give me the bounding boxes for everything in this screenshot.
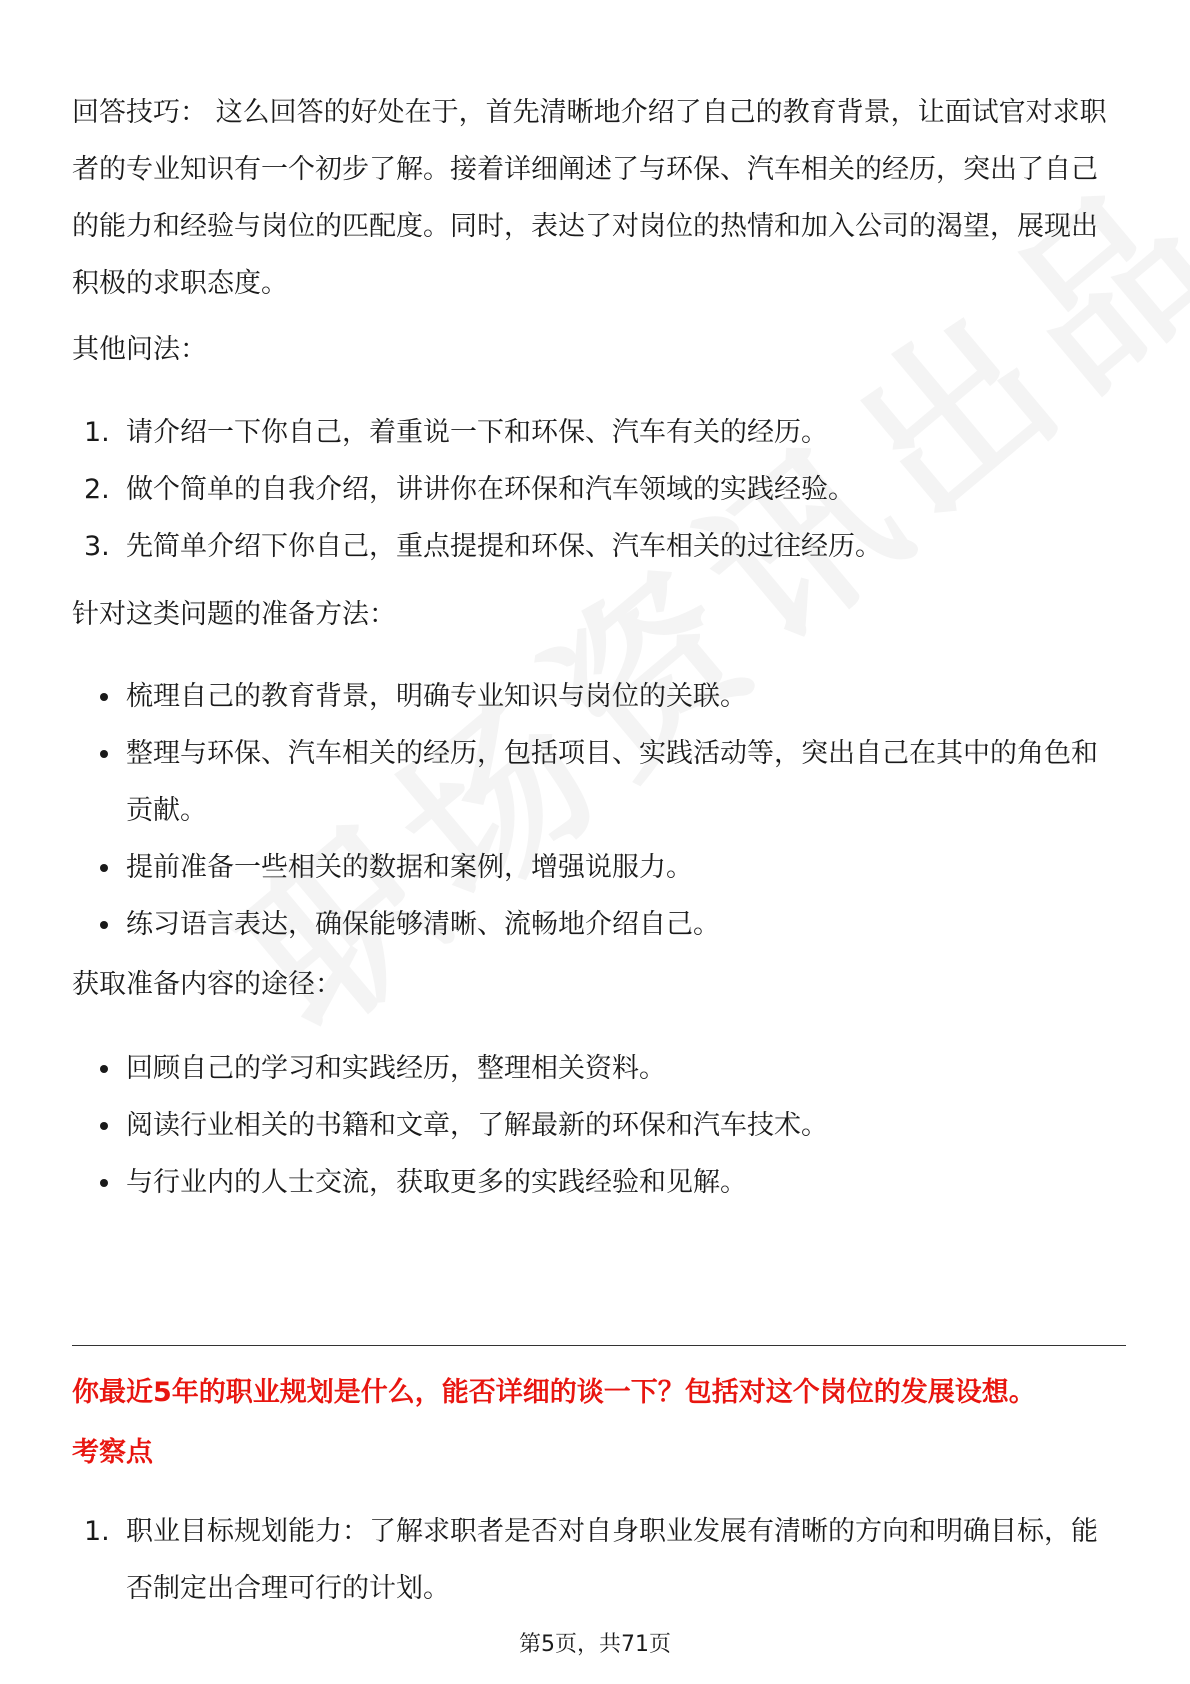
assessment-points-list [72, 1503, 1122, 1617]
bullet-icon [100, 1122, 108, 1130]
list-item [72, 839, 1122, 896]
other-asks-label: 其他问法： [72, 334, 207, 365]
list-item-text: 梳理自己的教育背景，明确专业知识与岗位的关联。 [126, 681, 747, 712]
list-item-text: 回顾自己的学习和实践经历，整理相关资料。 [126, 1053, 666, 1084]
list-item [72, 404, 1122, 461]
list-item [72, 896, 1122, 953]
interview-question: 你最近5年的职业规划是什么，能否详细的谈一下？包括对这个岗位的发展设想。 [72, 1377, 1036, 1408]
bullet-icon [100, 864, 108, 872]
prep-sources-label: 获取准备内容的途径： [72, 969, 342, 1000]
list-number: 1. [84, 1516, 110, 1547]
list-item [72, 518, 1122, 575]
list-number: 3. [84, 531, 110, 562]
answer-tip-paragraph: 回答技巧： 这么回答的好处在于，首先清晰地介绍了自己的教育背景，让面试官对求职者的专业知识有一个初步了解。接着详细阐述了与环保、汽车相关的经历，突出了自己的能力和经验与岗位的匹配度。同时，表达了对岗位的热情和加入公司的渴望，展现出积极的求职态度。 [72, 97, 1107, 299]
list-item [72, 1503, 1122, 1617]
list-item-text: 先简单介绍下你自己，重点提提和环保、汽车相关的过往经历。 [126, 531, 882, 562]
list-item [72, 1154, 1122, 1211]
list-item-text: 与行业内的人士交流，获取更多的实践经验和见解。 [126, 1167, 747, 1198]
page-number: 第5页，共71页 [519, 1632, 671, 1657]
list-number: 2. [84, 474, 110, 505]
prep-sources-list [72, 1040, 1122, 1211]
other-asks-list [72, 404, 1122, 575]
list-item-text: 做个简单的自我介绍，讲讲你在环保和汽车领域的实践经验。 [126, 474, 855, 505]
list-item-text: 职业目标规划能力：了解求职者是否对自身职业发展有清晰的方向和明确目标，能否制定出合理可行的计划。 [126, 1516, 1098, 1604]
list-item-text: 练习语言表达，确保能够清晰、流畅地介绍自己。 [126, 909, 720, 940]
list-item-text: 整理与环保、汽车相关的经历，包括项目、实践活动等，突出自己在其中的角色和贡献。 [126, 738, 1098, 826]
prep-methods-list [72, 668, 1122, 953]
bullet-icon [100, 921, 108, 929]
assessment-points-heading: 考察点 [72, 1437, 153, 1468]
list-item-text: 提前准备一些相关的数据和案例，增强说服力。 [126, 852, 693, 883]
list-item-text: 请介绍一下你自己，着重说一下和环保、汽车有关的经历。 [126, 417, 828, 448]
list-item [72, 1040, 1122, 1097]
list-item [72, 461, 1122, 518]
bullet-icon [100, 1179, 108, 1187]
bullet-icon [100, 1065, 108, 1073]
section-divider [72, 1345, 1126, 1346]
bullet-icon [100, 693, 108, 701]
list-item [72, 1097, 1122, 1154]
list-item [72, 725, 1122, 839]
prep-methods-label: 针对这类问题的准备方法： [72, 599, 396, 630]
bullet-icon [100, 750, 108, 758]
list-item-text: 阅读行业相关的书籍和文章，了解最新的环保和汽车技术。 [126, 1110, 828, 1141]
list-number: 1. [84, 417, 110, 448]
list-item [72, 668, 1122, 725]
